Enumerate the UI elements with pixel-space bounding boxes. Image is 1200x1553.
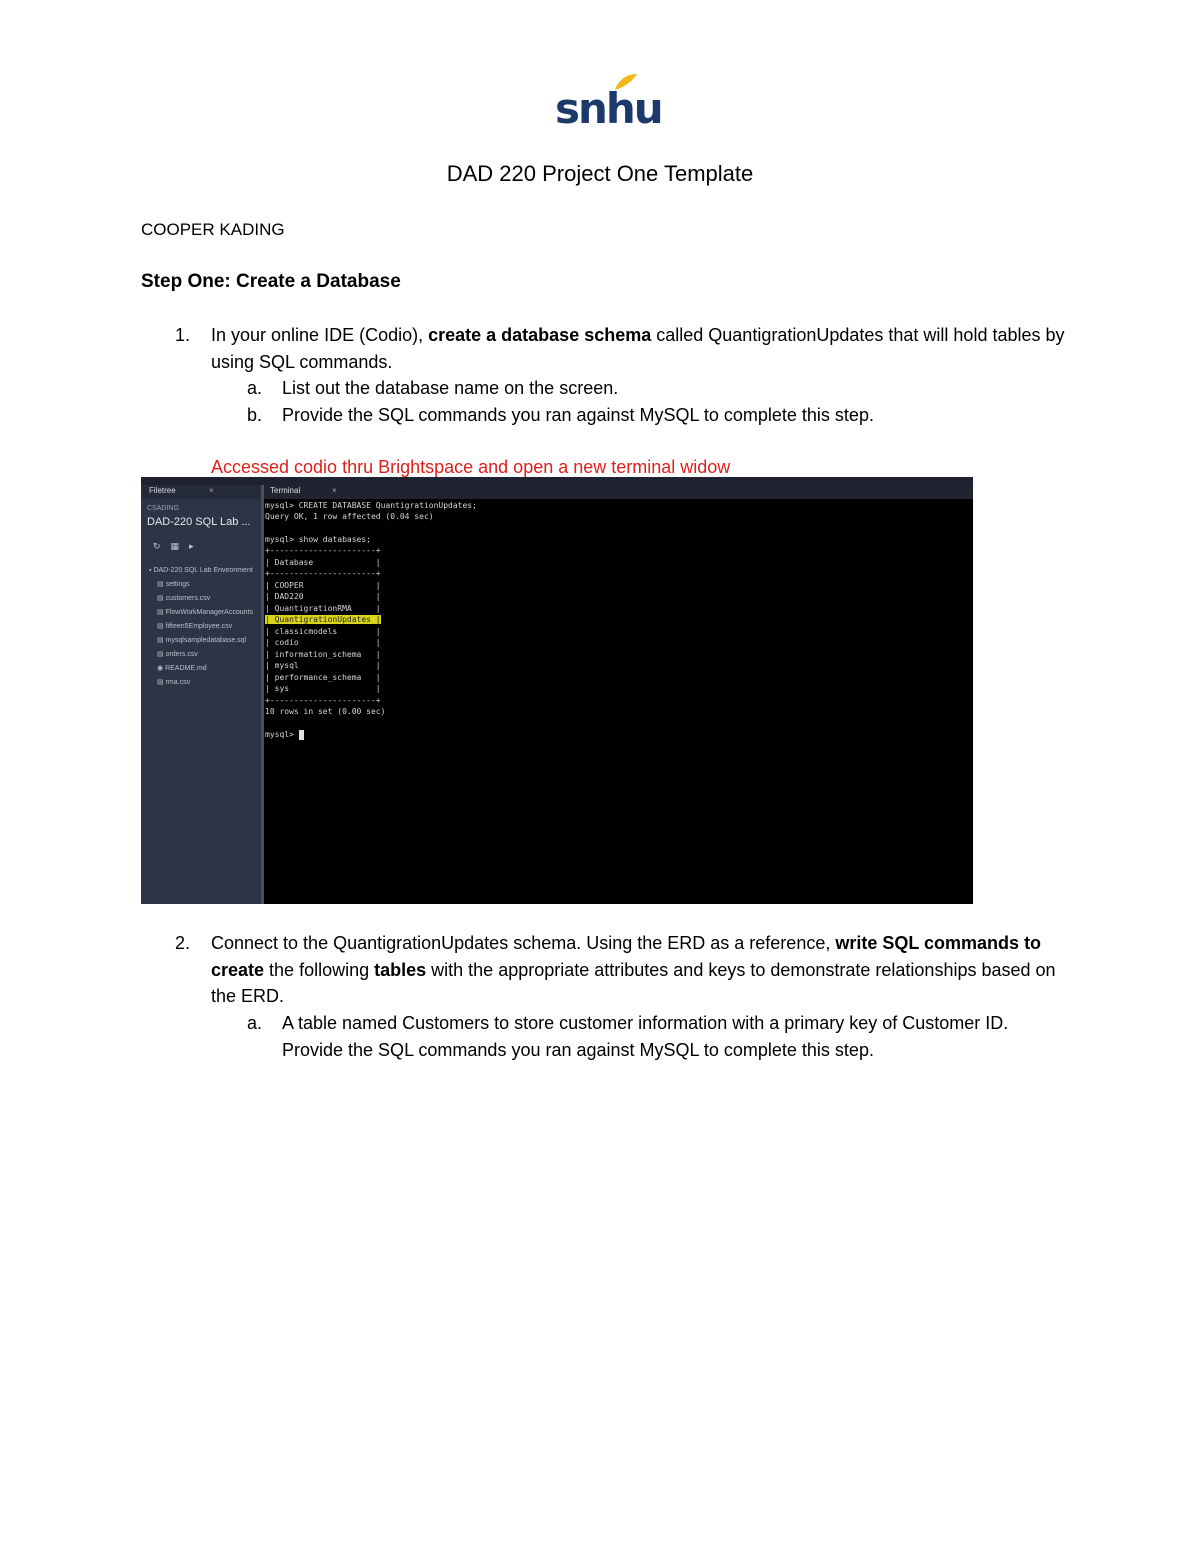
terminal-line: | COOPER | (265, 581, 381, 590)
play-icon[interactable]: ▸ (189, 541, 204, 551)
terminal-tab-label: Terminal (270, 486, 301, 495)
terminal-line-highlighted (265, 615, 381, 625)
prompt-text: mysql> (265, 730, 299, 739)
file-item[interactable] (157, 594, 269, 602)
panel-divider[interactable] (261, 485, 264, 904)
terminal-line: | performance_schema | (265, 673, 381, 682)
snhu-logo (555, 72, 662, 134)
file-label: mysqlsampledatabase.sql (165, 637, 247, 644)
red-note: Accessed codio thru Brightspace and open a new terminal widow (211, 457, 731, 477)
step-one-heading: Step One: Create a Database (141, 271, 401, 292)
sub-text: Provide the SQL commands you ran against MySQL to complete this step. (282, 405, 874, 425)
project-owner: CSADING (147, 505, 179, 512)
filetree-panel (141, 485, 261, 904)
sub-text: A table named Customers to store customer information with a primary key of Customer ID. Provide the SQL commands you ran against MySQL to complete this step. (282, 1013, 1009, 1060)
text-span: In your online IDE (Codio), (211, 325, 429, 345)
text-span: Connect to the QuantigrationUpdates schema. Using the ERD as a reference, (211, 933, 836, 953)
file-item[interactable] (157, 650, 269, 658)
terminal-line: | DAD220 | (265, 592, 381, 601)
filetree-tab[interactable] (141, 485, 261, 499)
terminal-line: | Database | (265, 558, 381, 567)
terminal-line: Query OK, 1 row affected (0.04 sec) (265, 512, 434, 521)
file-label: orders.csv (165, 651, 198, 658)
author-name: COOPER KADING (141, 220, 285, 239)
text-span: the following (264, 959, 375, 980)
refresh-icon[interactable]: ↻ (153, 541, 171, 551)
terminal-prompt[interactable] (265, 730, 304, 740)
terminal-line: +----------------------+ (265, 696, 381, 705)
terminal-line: | classicmodels | (265, 627, 381, 636)
file-item[interactable] (157, 664, 269, 672)
filetree-root[interactable] (149, 567, 261, 574)
terminal-tab[interactable] (264, 485, 973, 499)
terminal-line: 10 rows in set (0.00 sec) (265, 707, 386, 716)
file-item[interactable] (157, 678, 269, 686)
bold-span: tables (374, 959, 427, 980)
file-icon: ▤ (157, 595, 166, 602)
file-icon: ▤ (157, 637, 166, 644)
file-label: DAD-220 SQL Lab Environment (153, 567, 253, 574)
file-label: README.md (165, 665, 207, 672)
file-label: fifteen5Employee.csv (165, 623, 233, 630)
file-icon: ▤ (157, 623, 166, 630)
file-item[interactable] (157, 580, 269, 588)
terminal-line: mysql> show databases; (265, 535, 371, 544)
bold-span: create a database schema (428, 325, 652, 345)
text-span: called QuantigrationUpdates that will hold tables by using SQL commands. (211, 325, 1065, 372)
terminal-line: +----------------------+ (265, 546, 381, 555)
filetree-tab-label: Filetree (149, 486, 176, 495)
lock-icon: ▪ (149, 567, 154, 574)
list-item-text (211, 930, 1071, 1010)
file-icon: ▤ (157, 679, 166, 686)
terminal-line: mysql> CREATE DATABASE QuantigrationUpdates; (265, 501, 477, 510)
highlight-mark: | QuantigrationUpdates | (265, 615, 381, 624)
cursor (299, 730, 304, 740)
grid-icon[interactable]: ▦ (170, 541, 190, 551)
sub-letter: a. (247, 1013, 263, 1033)
file-icon: ▤ (157, 581, 166, 588)
logo-text: snhu (555, 84, 662, 133)
file-icon: ▤ (157, 651, 166, 658)
terminal-line: | codio | (265, 638, 381, 647)
sub-letter: a. (247, 378, 263, 398)
file-label: rma.csv (165, 679, 191, 686)
list-number: 1. (175, 325, 191, 345)
text-span: with the appropriate attributes and keys to demonstrate relationships based on the ERD. (211, 959, 1056, 1006)
file-icon: ▤ (157, 609, 166, 616)
ide-topbar (141, 477, 973, 485)
list-item-text (211, 322, 1071, 375)
sub-text: List out the database name on the screen. (282, 378, 619, 398)
file-item[interactable] (157, 608, 269, 616)
codio-screenshot (141, 477, 973, 904)
file-item[interactable] (157, 622, 269, 630)
project-name: DAD-220 SQL Lab ... (147, 516, 251, 528)
bold-span: write SQL commands to create (211, 933, 1042, 980)
terminal-line: | QuantigrationRMA | (265, 604, 381, 613)
terminal-line: | information_schema | (265, 650, 381, 659)
file-label: customers.csv (165, 595, 211, 602)
filetree-toolbar (153, 541, 204, 552)
list-number: 2. (175, 933, 191, 953)
close-icon[interactable]: × (209, 486, 214, 495)
terminal-line: +----------------------+ (265, 569, 381, 578)
file-label: FlowWorkManagerAccounts (165, 609, 253, 616)
terminal-line: | sys | (265, 684, 381, 693)
terminal-line: | mysql | (265, 661, 381, 670)
page-title: DAD 220 Project One Template (446, 161, 754, 186)
file-icon: ◉ (157, 665, 166, 672)
close-icon[interactable]: × (332, 486, 337, 495)
sub-letter: b. (247, 405, 263, 425)
file-label: settings (165, 581, 190, 588)
file-item[interactable] (157, 636, 269, 644)
